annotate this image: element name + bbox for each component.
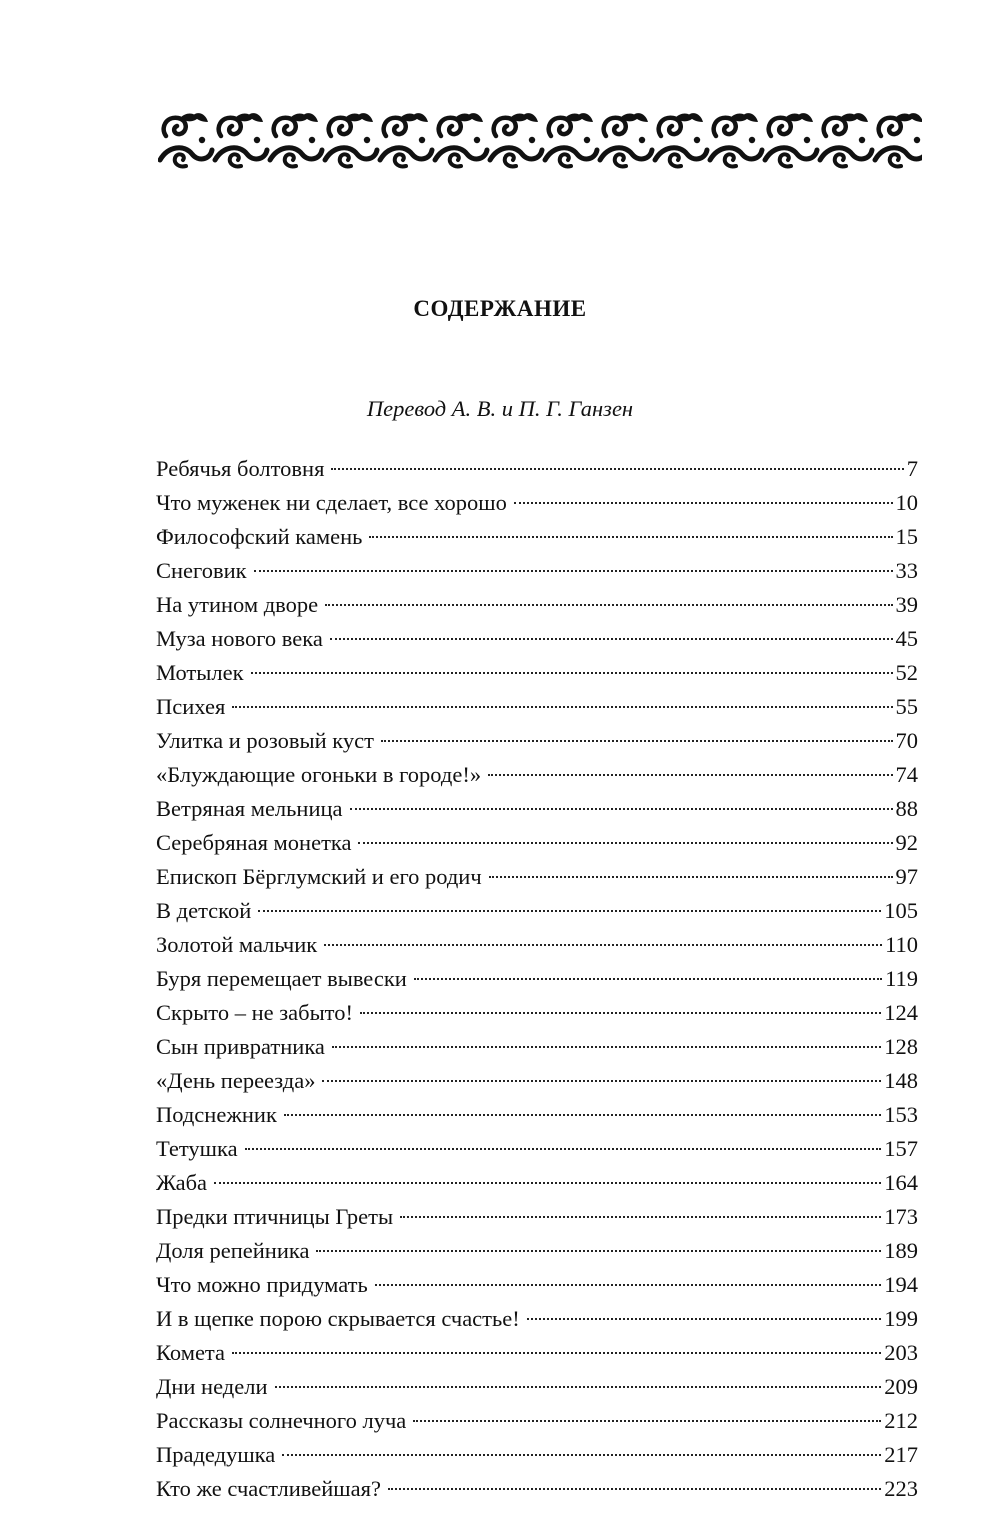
page-title: СОДЕРЖАНИЕ [413,296,587,321]
toc-entry[interactable] [156,588,918,622]
toc-entry-page-number: 92 [895,830,918,855]
toc-entry[interactable] [156,622,918,656]
toc-entry-title: Жаба [156,1170,208,1195]
dot-leader [414,978,882,980]
toc-entry-title: Что можно придумать [156,1272,368,1297]
toc-entry-page-number: 189 [884,1238,918,1263]
dot-leader [527,1318,882,1320]
dot-leader [325,604,892,606]
dot-leader [350,808,893,810]
dot-leader [360,1012,881,1014]
ornament-motif-icon [380,113,432,166]
toc-entry-title: И в щепке порою скрывается счастье! [156,1306,520,1331]
dot-leader [254,570,893,572]
toc-entry-page-number: 223 [884,1476,918,1501]
ornament-motif-icon [160,113,212,166]
dot-leader [275,1386,882,1388]
ornament-motif-icon [215,113,267,166]
dot-leader [232,706,892,708]
ornament-motif-icon [490,113,542,166]
toc-entry[interactable] [156,554,918,588]
toc-entry[interactable] [156,724,918,758]
toc-entry-title: Серебряная монетка [156,830,352,855]
toc-entry-title: Подснежник [156,1102,277,1127]
toc-entry-page-number: 128 [884,1034,918,1059]
toc-entry-page-number: 15 [895,524,918,549]
toc-entry[interactable] [156,1132,918,1166]
toc-entry-page-number: 45 [895,626,918,651]
toc-entry-page-number: 153 [884,1102,918,1127]
toc-entry[interactable] [156,1370,918,1404]
toc-entry-title: Снеговик [156,558,247,583]
ornament-motif-icon [875,113,922,166]
toc-entry[interactable] [156,826,918,860]
toc-entry-page-number: 173 [884,1204,918,1229]
toc-entry-page-number: 119 [885,966,918,991]
toc-entry-title: Муза нового века [156,626,323,651]
toc-entry-page-number: 212 [884,1408,918,1433]
toc-entry-title: Золотой мальчик [156,932,318,957]
ornament-motif-icon [325,113,377,166]
toc-entry-title: «День переезда» [156,1068,316,1093]
dot-leader [488,774,892,776]
toc-entry-page-number: 203 [884,1340,918,1365]
toc-entry-page-number: 97 [895,864,918,889]
toc-entry-page-number: 164 [884,1170,918,1195]
toc-entry-page-number: 199 [884,1306,918,1331]
table-of-contents [156,452,918,1506]
toc-entry[interactable] [156,452,918,486]
translator-line: Перевод А. В. и П. Г. Ганзен [366,396,634,421]
toc-entry-title: Скрыто – не забыто! [156,1000,353,1025]
dot-leader [388,1488,881,1490]
toc-entry-title: Мотылек [156,660,244,685]
dot-leader [381,740,893,742]
dot-leader [489,876,893,878]
floral-scroll-border-icon [158,108,922,172]
dot-leader [358,842,892,844]
toc-entry-title: Рассказы солнечного луча [156,1408,407,1433]
toc-entry-title: «Блуждающие огоньки в городе!» [156,762,482,787]
toc-entry-page-number: 55 [895,694,918,719]
toc-entry-page-number: 52 [895,660,918,685]
toc-entry[interactable] [156,1234,918,1268]
toc-entry[interactable] [156,1030,918,1064]
toc-entry-page-number: 217 [884,1442,918,1467]
toc-entry-page-number: 157 [884,1136,918,1161]
toc-entry[interactable] [156,1404,918,1438]
toc-entry-page-number: 110 [885,932,918,957]
ornament-motif-icon [765,113,817,166]
toc-entry[interactable] [156,894,918,928]
toc-entry-title: Сын привратника [156,1034,325,1059]
toc-entry-title: Тетушка [156,1136,238,1161]
dot-leader [316,1250,881,1252]
dot-leader [413,1420,881,1422]
toc-entry-title: Комета [156,1340,226,1365]
toc-entry-page-number: 10 [895,490,918,515]
dot-leader [330,638,893,640]
ornament-motif-icon [270,113,322,166]
toc-entry-page-number: 148 [884,1068,918,1093]
toc-entry[interactable] [156,1472,918,1506]
toc-entry-title: Ребячья болтовня [156,456,325,481]
dot-leader [258,910,881,912]
toc-entry-page-number: 39 [895,592,918,617]
dot-leader [400,1216,881,1218]
toc-entry-title: Психея [156,694,226,719]
toc-entry[interactable] [156,1268,918,1302]
toc-entry-title: Предки птичницы Греты [156,1204,394,1229]
toc-entry-page-number: 70 [895,728,918,753]
toc-entry[interactable] [156,486,918,520]
toc-entry[interactable] [156,1166,918,1200]
toc-entry[interactable] [156,928,918,962]
dot-leader [369,536,892,538]
toc-entry[interactable] [156,1200,918,1234]
toc-entry-page-number: 124 [884,1000,918,1025]
toc-entry[interactable] [156,1098,918,1132]
toc-entry[interactable] [156,962,918,996]
dot-leader [324,944,882,946]
ornament-motif-icon [435,113,487,166]
toc-entry-title: Улитка и розовый куст [156,728,374,753]
toc-entry-page-number: 88 [895,796,918,821]
toc-entry[interactable] [156,1336,918,1370]
toc-entry[interactable] [156,860,918,894]
dot-leader [282,1454,881,1456]
toc-entry[interactable] [156,1302,918,1336]
toc-entry-title: Что муженек ни сделает, все хорошо [156,490,507,515]
toc-entry-title: Буря перемещает вывески [156,966,407,991]
dot-leader [245,1148,882,1150]
toc-entry-title: Кто же счастливейшая? [156,1476,381,1501]
toc-entry-title: Дни недели [156,1374,268,1399]
ornament-motif-icon [655,113,707,166]
dot-leader [284,1114,881,1116]
dot-leader [375,1284,882,1286]
toc-entry-page-number: 7 [906,456,918,481]
toc-entry-page-number: 105 [884,898,918,923]
toc-entry-title: В детской [156,898,252,923]
toc-entry[interactable] [156,520,918,554]
toc-entry-page-number: 194 [884,1272,918,1297]
toc-entry-title: Прадедушка [156,1442,276,1467]
toc-entry-title: Ветряная мельница [156,796,343,821]
dot-leader [322,1080,881,1082]
toc-entry-title: Епископ Бёрглумский и его родич [156,864,482,889]
ornament-motif-icon [600,113,652,166]
dot-leader [332,1046,881,1048]
toc-entry-page-number: 209 [884,1374,918,1399]
toc-entry[interactable] [156,1438,918,1472]
toc-entry-page-number: 33 [895,558,918,583]
toc-entry-title: Философский камень [156,524,363,549]
toc-entry[interactable] [156,690,918,724]
toc-entry-title: На утином дворе [156,592,319,617]
dot-leader [514,502,893,504]
toc-entry-title: Доля репейника [156,1238,310,1263]
toc-entry-page-number: 74 [895,762,918,787]
dot-leader [251,672,893,674]
toc-entry[interactable] [156,656,918,690]
toc-entry[interactable] [156,792,918,826]
ornament-motif-icon [820,113,872,166]
toc-entry[interactable] [156,758,918,792]
ornament-motif-icon [545,113,597,166]
dot-leader [331,468,903,470]
dot-leader [232,1352,881,1354]
toc-entry[interactable] [156,996,918,1030]
ornament-motif-icon [710,113,762,166]
toc-entry[interactable] [156,1064,918,1098]
dot-leader [214,1182,881,1184]
